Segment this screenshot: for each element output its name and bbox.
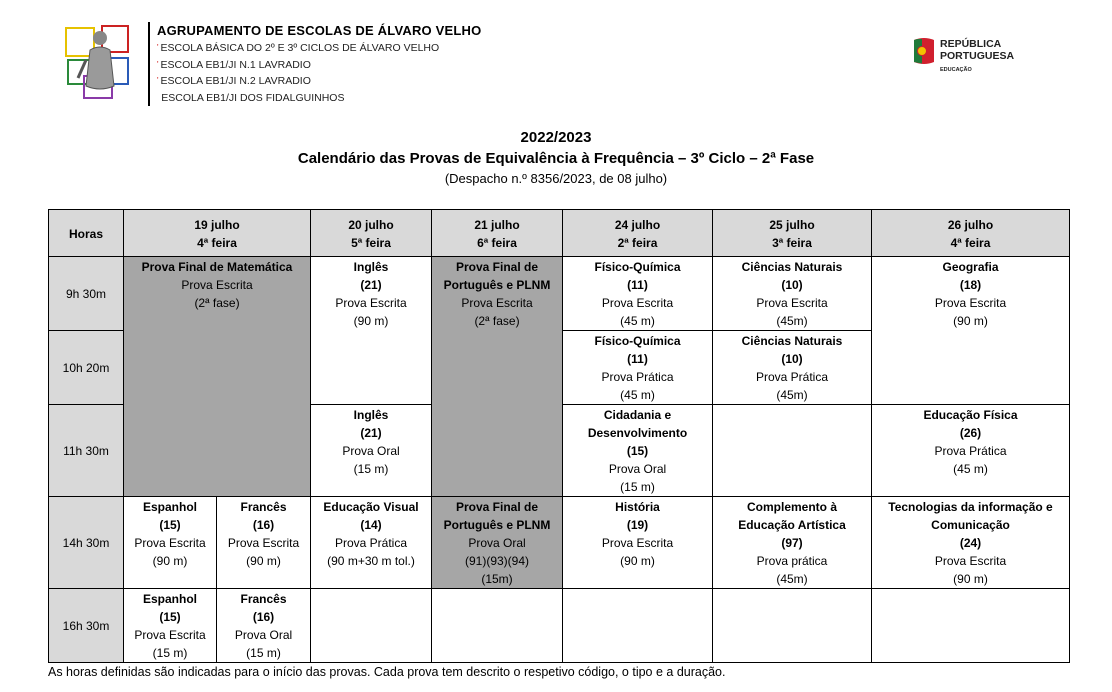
empty-cell (432, 589, 563, 663)
hour-cell: 16h 30m (49, 589, 124, 663)
republica-portuguesa-logo (912, 36, 1024, 80)
exam-cell-matematica: Prova Final de Matemática Prova Escrita (2ª fase) (124, 257, 311, 497)
day-header: 21 julho 6ª feira (432, 210, 563, 257)
page-title: Calendário das Provas de Equivalência à Frequência – 3º Ciclo – 2ª Fase (297, 150, 815, 167)
hour-cell: 9h 30m (49, 257, 124, 331)
empty-cell (713, 405, 872, 497)
exam-cell-ingles-escrita: Inglês (21) Prova Escrita (90 m) (311, 257, 432, 405)
hour-cell: 10h 20m (49, 331, 124, 405)
educacao-label: EDUCAÇÃO (940, 67, 972, 73)
day-header: 25 julho 3ª feira (713, 210, 872, 257)
day-header: 19 julho 4ª feira (124, 210, 311, 257)
table-row (49, 589, 1070, 663)
empty-cell (311, 589, 432, 663)
school-line: ' ESCOLA BÁSICA DO 2º E 3º CICLOS DE ÁLVARO VELHO (157, 42, 440, 54)
horas-header: Horas (49, 210, 124, 257)
school-line: ' ESCOLA EB1/JI N.1 LAVRADIO (157, 58, 311, 71)
exam-cell-portugues-oral: Prova Final de Português e PLNM Prova Oral (91)(93)(94) (15m) (432, 497, 563, 589)
exam-cell-cidadania: Cidadania e Desenvolvimento (15) Prova Oral (15 m) (563, 405, 713, 497)
exam-cell-fq-escrita: Físico-Química (11) Prova Escrita (45 m) (563, 257, 713, 331)
day-header: 26 julho 4ª feira (872, 210, 1070, 257)
exam-cell-tic: Tecnologias da informação e Comunicação (24) Prova Escrita (90 m) (872, 497, 1070, 589)
republica-portuguesa-text: REPÚBLICA PORTUGUESA (940, 38, 1015, 62)
school-line: ESCOLA EB1/JI DOS FIDALGUINHOS (161, 91, 345, 104)
exam-cell-frances-escrita: Francês (16) Prova Escrita (90 m) (217, 497, 311, 589)
exam-cell-historia: História (19) Prova Escrita (90 m) (563, 497, 713, 589)
header-divider (148, 22, 150, 106)
exam-cell-espanhol-escrita-2: Espanhol (15) Prova Escrita (15 m) (124, 589, 217, 663)
despacho-reference: (Despacho n.º 8356/2023, de 08 julho) (444, 171, 668, 186)
school-info (157, 22, 481, 106)
exam-cell-fq-pratica: Físico-Química (11) Prova Prática (45 m) (563, 331, 713, 405)
exam-cell-espanhol-escrita: Espanhol (15) Prova Escrita (90 m) (124, 497, 217, 589)
school-line: ' ESCOLA EB1/JI N.2 LAVRADIO (157, 75, 311, 87)
school-logo (64, 20, 134, 102)
page-header (0, 0, 1112, 110)
document-titles (0, 128, 1112, 188)
school-year: 2022/2023 (520, 129, 592, 146)
day-header: 20 julho 5ª feira (311, 210, 432, 257)
footnote: As horas definidas são indicadas para o início das provas. Cada prova tem descrito o respetivo código, o tipo e a duração. (48, 665, 726, 679)
table-row (49, 497, 1070, 589)
exam-cell-ed-fisica: Educação Física (26) Prova Prática (45 m) (872, 405, 1070, 497)
empty-cell (713, 589, 872, 663)
hour-cell: 14h 30m (49, 497, 124, 589)
exam-cell-frances-oral: Francês (16) Prova Oral (15 m) (217, 589, 311, 663)
exam-cell-cn-pratica: Ciências Naturais (10) Prova Prática (45m) (713, 331, 872, 405)
portugal-flag-icon (912, 36, 936, 68)
hour-cell: 11h 30m (49, 405, 124, 497)
exam-calendar-table (48, 209, 1070, 663)
exam-cell-complemento: Complemento à Educação Artística (97) Prova prática (45m) (713, 497, 872, 589)
table-row (49, 257, 1070, 331)
empty-cell (563, 589, 713, 663)
exam-cell-cn-escrita: Ciências Naturais (10) Prova Escrita (45m) (713, 257, 872, 331)
exam-cell-ed-visual: Educação Visual (14) Prova Prática (90 m+30 m tol.) (311, 497, 432, 589)
empty-cell (872, 589, 1070, 663)
school-name: AGRUPAMENTO DE ESCOLAS DE ÁLVARO VELHO (157, 23, 482, 38)
exam-cell-ingles-oral: Inglês (21) Prova Oral (15 m) (311, 405, 432, 497)
exam-cell-geografia: Geografia (18) Prova Escrita (90 m) (872, 257, 1070, 405)
table-header-row (49, 210, 1070, 257)
day-header: 24 julho 2ª feira (563, 210, 713, 257)
exam-cell-portugues-escrita: Prova Final de Português e PLNM Prova Escrita (2ª fase) (432, 257, 563, 497)
